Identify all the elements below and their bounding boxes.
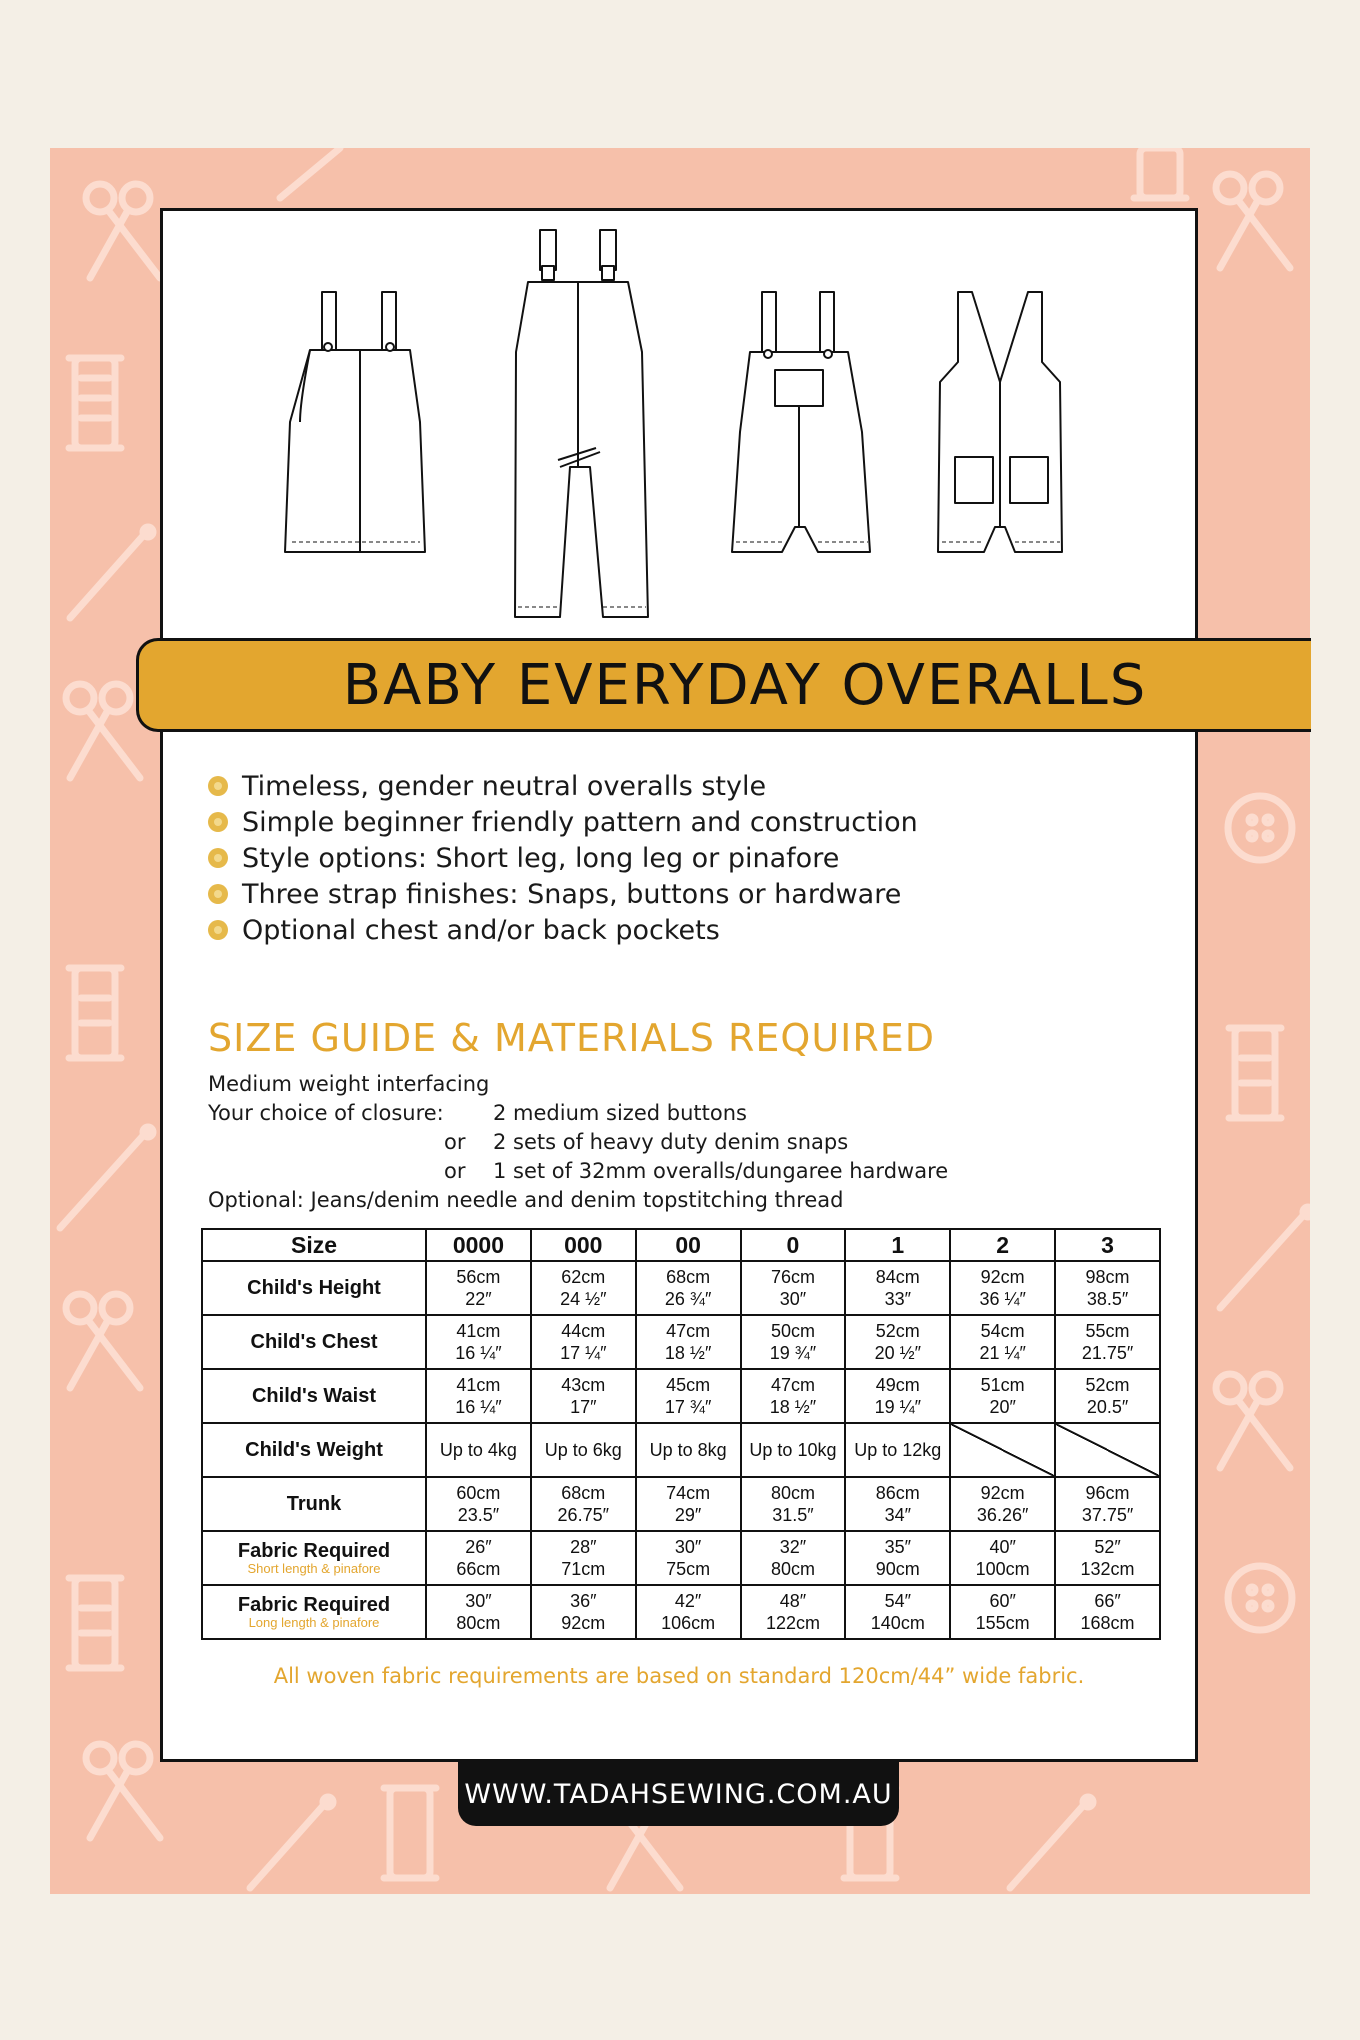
cell-value: 44cm bbox=[561, 1321, 606, 1341]
cell-value-alt: 80cm bbox=[770, 1559, 815, 1579]
table-cell bbox=[531, 1315, 636, 1369]
size-column-header: 0000 bbox=[426, 1229, 531, 1261]
cell-value-alt: 80cm bbox=[456, 1613, 501, 1633]
cell-value: 54″ bbox=[884, 1591, 911, 1611]
needle-icon bbox=[1010, 1797, 1093, 1888]
row-label-text: Child's Waist bbox=[251, 1385, 377, 1407]
table-cell bbox=[845, 1531, 950, 1585]
table-row bbox=[202, 1369, 1160, 1423]
size-column-header: 000 bbox=[531, 1229, 636, 1261]
pinafore-illustration bbox=[285, 292, 425, 552]
scissors-icon bbox=[1216, 1374, 1290, 1468]
button-bullet-icon bbox=[208, 920, 228, 940]
table-cell bbox=[950, 1369, 1055, 1423]
table-cell bbox=[636, 1585, 741, 1639]
table-cell bbox=[426, 1585, 531, 1639]
cell-value-alt: 19 ¾″ bbox=[769, 1343, 817, 1363]
table-cell bbox=[950, 1261, 1055, 1315]
cell-value: 52cm bbox=[875, 1321, 920, 1341]
cell-value: 30″ bbox=[465, 1591, 492, 1611]
table-cell bbox=[531, 1477, 636, 1531]
cell-value: Up to 6kg bbox=[544, 1440, 622, 1460]
table-cell bbox=[950, 1585, 1055, 1639]
interfacing-text: Medium weight interfacing bbox=[208, 1072, 490, 1096]
cell-value-alt: 33″ bbox=[884, 1289, 911, 1309]
cell-value: 62cm bbox=[561, 1267, 606, 1287]
cell-value: 92cm bbox=[980, 1267, 1025, 1287]
cell-value: 52″ bbox=[1094, 1537, 1121, 1557]
table-cell bbox=[636, 1369, 741, 1423]
spool-icon bbox=[384, 1788, 436, 1878]
cell-value: 43cm bbox=[561, 1375, 606, 1395]
not-applicable-cell bbox=[1055, 1423, 1160, 1477]
cell-value: 60cm bbox=[456, 1483, 501, 1503]
materials-list bbox=[208, 1070, 1108, 1215]
table-cell bbox=[1055, 1315, 1160, 1369]
list-item: Timeless, gender neutral overalls style bbox=[208, 768, 1108, 804]
table-cell bbox=[741, 1477, 846, 1531]
table-cell bbox=[845, 1369, 950, 1423]
cell-value: 76cm bbox=[770, 1267, 815, 1287]
row-sublabel: Long length & pinafore bbox=[248, 1615, 380, 1630]
cell-value-alt: 71cm bbox=[561, 1559, 606, 1579]
button-bullet-icon bbox=[208, 812, 228, 832]
optional-text: Optional: Jeans/denim needle and denim topstitching thread bbox=[208, 1188, 844, 1212]
cell-value: 68cm bbox=[561, 1483, 606, 1503]
cell-value-alt: 100cm bbox=[975, 1559, 1030, 1579]
cell-value-alt: 26.75″ bbox=[557, 1505, 609, 1525]
cell-value: 28″ bbox=[570, 1537, 597, 1557]
cell-value-alt: 106cm bbox=[661, 1613, 716, 1633]
cell-value-alt: 34″ bbox=[884, 1505, 911, 1525]
table-cell bbox=[741, 1585, 846, 1639]
table-cell bbox=[1055, 1531, 1160, 1585]
cell-value-alt: 140cm bbox=[870, 1613, 925, 1633]
cell-value: 66″ bbox=[1094, 1591, 1121, 1611]
closure-option: 2 medium sized buttons bbox=[493, 1101, 747, 1125]
table-row bbox=[202, 1585, 1160, 1639]
button-bullet-icon bbox=[208, 776, 228, 796]
cell-value: 68cm bbox=[666, 1267, 711, 1287]
cell-value: 36″ bbox=[570, 1591, 597, 1611]
table-cell bbox=[1055, 1261, 1160, 1315]
cell-value-alt: 23.5″ bbox=[457, 1505, 500, 1525]
table-row bbox=[202, 1477, 1160, 1531]
table-cell bbox=[845, 1315, 950, 1369]
table-cell bbox=[426, 1423, 531, 1477]
table-header-row bbox=[202, 1229, 1160, 1261]
button-icon bbox=[1228, 1566, 1292, 1630]
cell-value: 50cm bbox=[770, 1321, 815, 1341]
cell-value: Up to 12kg bbox=[854, 1440, 942, 1460]
row-label bbox=[202, 1315, 426, 1369]
size-guide-heading: SIZE GUIDE & MATERIALS REQUIRED bbox=[208, 1016, 936, 1060]
table-cell bbox=[531, 1585, 636, 1639]
size-header: Size bbox=[202, 1229, 426, 1261]
size-column-header: 1 bbox=[845, 1229, 950, 1261]
cell-value-alt: 21.75″ bbox=[1081, 1343, 1134, 1363]
button-icon bbox=[1228, 796, 1292, 860]
title-banner bbox=[136, 638, 1311, 732]
cell-value-alt: 19 ¼″ bbox=[874, 1397, 921, 1417]
row-label-text: Child's Height bbox=[247, 1277, 381, 1299]
cell-value: 80cm bbox=[770, 1483, 815, 1503]
cell-value-alt: 155cm bbox=[975, 1613, 1030, 1633]
table-cell bbox=[426, 1369, 531, 1423]
cell-value-alt: 16 ¼″ bbox=[455, 1343, 502, 1363]
row-label bbox=[202, 1369, 426, 1423]
cell-value: 92cm bbox=[980, 1483, 1025, 1503]
size-column-header: 3 bbox=[1055, 1229, 1160, 1261]
cell-value: Up to 10kg bbox=[749, 1440, 837, 1460]
cell-value: 55cm bbox=[1085, 1321, 1130, 1341]
cell-value-alt: 21 ¼″ bbox=[979, 1343, 1026, 1363]
cell-value: 74cm bbox=[666, 1483, 711, 1503]
row-label-text: Child's Chest bbox=[250, 1331, 378, 1353]
table-cell bbox=[531, 1531, 636, 1585]
table-cell bbox=[426, 1531, 531, 1585]
closure-option: 2 sets of heavy duty denim snaps bbox=[493, 1130, 849, 1154]
spool-icon bbox=[1134, 148, 1186, 198]
short-overalls-illustration bbox=[732, 292, 870, 552]
row-label bbox=[202, 1261, 426, 1315]
row-label bbox=[202, 1477, 426, 1531]
cell-value-alt: 20 ½″ bbox=[874, 1343, 921, 1363]
cell-value: 41cm bbox=[456, 1321, 501, 1341]
website-banner bbox=[458, 1762, 899, 1826]
table-cell bbox=[741, 1369, 846, 1423]
cell-value-alt: 36 ¼″ bbox=[979, 1289, 1026, 1309]
table-cell bbox=[950, 1477, 1055, 1531]
garment-illustrations bbox=[270, 222, 1100, 622]
row-label bbox=[202, 1423, 426, 1477]
cell-value-alt: 37.75″ bbox=[1081, 1505, 1134, 1525]
button-bullet-icon bbox=[208, 884, 228, 904]
cell-value: 45cm bbox=[666, 1375, 711, 1395]
cell-value: 42″ bbox=[674, 1591, 702, 1611]
page-title: BABY EVERYDAY OVERALLS bbox=[342, 652, 1148, 718]
table-cell bbox=[950, 1315, 1055, 1369]
cell-value: Up to 4kg bbox=[439, 1440, 517, 1460]
table-row bbox=[202, 1423, 1160, 1477]
cell-value-alt: 22″ bbox=[465, 1289, 492, 1309]
cell-value-alt: 38.5″ bbox=[1086, 1289, 1129, 1309]
table-cell bbox=[636, 1261, 741, 1315]
table-cell bbox=[531, 1261, 636, 1315]
cell-value-alt: 30″ bbox=[779, 1289, 807, 1309]
spool-icon bbox=[1229, 1028, 1281, 1118]
list-item: Optional chest and/or back pockets bbox=[208, 912, 1108, 948]
cell-value-alt: 20.5″ bbox=[1086, 1397, 1129, 1417]
table-cell bbox=[531, 1369, 636, 1423]
cell-value-alt: 20″ bbox=[989, 1397, 1016, 1417]
table-cell bbox=[636, 1477, 741, 1531]
cell-value: 35″ bbox=[884, 1537, 911, 1557]
scissors-icon bbox=[66, 1294, 140, 1388]
needle-icon bbox=[1220, 1207, 1310, 1308]
cell-value: 54cm bbox=[980, 1321, 1025, 1341]
cell-value-alt: 31.5″ bbox=[772, 1505, 814, 1525]
cell-value: 56cm bbox=[456, 1267, 501, 1287]
row-label-text: Fabric Required bbox=[237, 1594, 391, 1616]
cell-value-alt: 36.26″ bbox=[976, 1505, 1029, 1525]
row-label bbox=[202, 1585, 426, 1639]
row-label-text: Child's Weight bbox=[245, 1439, 383, 1461]
row-label-text: Trunk bbox=[286, 1493, 342, 1515]
cell-value-alt: 92cm bbox=[561, 1613, 606, 1633]
cell-value: 86cm bbox=[875, 1483, 920, 1503]
spool-icon bbox=[69, 968, 121, 1058]
cell-value: 41cm bbox=[456, 1375, 501, 1395]
cell-value: 40″ bbox=[989, 1537, 1016, 1557]
table-cell bbox=[531, 1423, 636, 1477]
table-cell bbox=[1055, 1477, 1160, 1531]
cell-value-alt: 168cm bbox=[1080, 1613, 1135, 1633]
table-cell bbox=[426, 1315, 531, 1369]
scissors-icon bbox=[86, 1744, 160, 1838]
cell-value-alt: 17″ bbox=[570, 1397, 597, 1417]
table-cell bbox=[636, 1315, 741, 1369]
table-cell bbox=[426, 1261, 531, 1315]
website-link[interactable]: WWW.TADAHSEWING.COM.AU bbox=[464, 1778, 893, 1810]
table-cell bbox=[636, 1423, 741, 1477]
row-label-text: Fabric Required bbox=[237, 1540, 391, 1562]
closure-label: Your choice of closure: bbox=[208, 1101, 444, 1125]
cell-value: 49cm bbox=[875, 1375, 920, 1395]
needle-icon bbox=[280, 148, 340, 198]
table-row bbox=[202, 1261, 1160, 1315]
scissors-icon bbox=[86, 184, 160, 278]
feature-list bbox=[208, 768, 1108, 948]
size-column-header: 2 bbox=[950, 1229, 1055, 1261]
not-applicable-cell bbox=[950, 1423, 1055, 1477]
scissors-icon bbox=[1216, 174, 1290, 268]
fabric-footnote: All woven fabric requirements are based on standard 120cm/44” wide fabric. bbox=[273, 1664, 1085, 1688]
cell-value-alt: 122cm bbox=[765, 1613, 820, 1633]
cell-value: 98cm bbox=[1085, 1267, 1130, 1287]
button-bullet-icon bbox=[208, 848, 228, 868]
cell-value-alt: 75cm bbox=[666, 1559, 711, 1579]
spool-icon bbox=[69, 358, 121, 448]
cell-value-alt: 26 ¾″ bbox=[664, 1289, 712, 1309]
long-overalls-illustration bbox=[515, 230, 648, 617]
cell-value-alt: 66cm bbox=[456, 1559, 501, 1579]
cell-value-alt: 18 ½″ bbox=[769, 1397, 817, 1417]
cell-value-alt: 16 ¼″ bbox=[455, 1397, 502, 1417]
cell-value: 52cm bbox=[1085, 1375, 1130, 1395]
or-label: or bbox=[444, 1130, 466, 1154]
table-cell bbox=[741, 1261, 846, 1315]
cell-value: 30″ bbox=[674, 1537, 702, 1557]
table-cell bbox=[426, 1477, 531, 1531]
table-cell bbox=[1055, 1585, 1160, 1639]
cell-value: 84cm bbox=[875, 1267, 920, 1287]
cell-value-alt: 90cm bbox=[875, 1559, 920, 1579]
list-item: Style options: Short leg, long leg or pinafore bbox=[208, 840, 1108, 876]
table-cell bbox=[1055, 1369, 1160, 1423]
table-cell bbox=[741, 1423, 846, 1477]
table-row bbox=[202, 1315, 1160, 1369]
cell-value-alt: 18 ½″ bbox=[664, 1343, 712, 1363]
scissors-icon bbox=[66, 684, 140, 778]
cell-value: 51cm bbox=[980, 1375, 1025, 1395]
cell-value: 26″ bbox=[465, 1537, 492, 1557]
needle-icon bbox=[60, 1127, 153, 1228]
table-row bbox=[202, 1531, 1160, 1585]
size-column-header: 00 bbox=[636, 1229, 741, 1261]
row-label bbox=[202, 1531, 426, 1585]
spool-icon bbox=[69, 1578, 121, 1668]
or-label: or bbox=[444, 1159, 466, 1183]
cell-value: 47cm bbox=[770, 1375, 815, 1395]
cell-value: 47cm bbox=[666, 1321, 711, 1341]
cell-value-alt: 24 ½″ bbox=[560, 1289, 607, 1309]
table-cell bbox=[845, 1423, 950, 1477]
table-cell bbox=[741, 1315, 846, 1369]
cell-value: 48″ bbox=[779, 1591, 807, 1611]
cell-value-alt: 17 ¾″ bbox=[664, 1397, 712, 1417]
table-cell bbox=[636, 1531, 741, 1585]
needle-icon bbox=[70, 527, 153, 618]
needle-icon bbox=[250, 1797, 333, 1888]
closure-option: 1 set of 32mm overalls/dungaree hardware bbox=[493, 1159, 949, 1183]
table-cell bbox=[845, 1477, 950, 1531]
table-cell bbox=[741, 1531, 846, 1585]
table-cell bbox=[950, 1531, 1055, 1585]
table-cell bbox=[845, 1261, 950, 1315]
cell-value-alt: 132cm bbox=[1080, 1559, 1135, 1579]
row-sublabel: Short length & pinafore bbox=[247, 1561, 381, 1576]
list-item: Simple beginner friendly pattern and construction bbox=[208, 804, 1108, 840]
cell-value: 96cm bbox=[1085, 1483, 1130, 1503]
cell-value: 32″ bbox=[779, 1537, 807, 1557]
cell-value: Up to 8kg bbox=[649, 1440, 727, 1460]
list-item: Three strap finishes: Snaps, buttons or hardware bbox=[208, 876, 1108, 912]
cell-value-alt: 29″ bbox=[674, 1505, 702, 1525]
size-table bbox=[201, 1228, 1161, 1640]
cell-value: 60″ bbox=[989, 1591, 1016, 1611]
table-cell bbox=[845, 1585, 950, 1639]
back-view-illustration bbox=[938, 292, 1062, 552]
size-column-header: 0 bbox=[741, 1229, 846, 1261]
cell-value-alt: 17 ¼″ bbox=[560, 1343, 607, 1363]
